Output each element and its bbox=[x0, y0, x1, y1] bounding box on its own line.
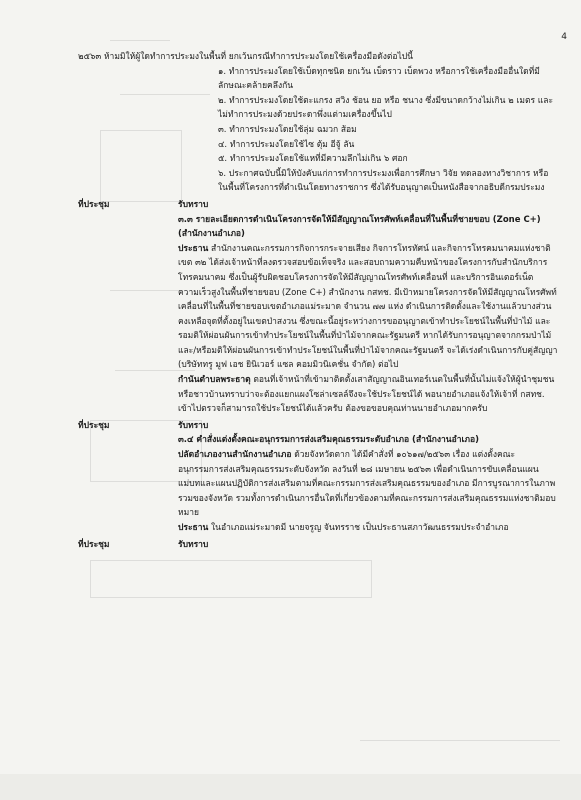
speaker-text: สำนักงานคณะกรรมการกิจการกระจายเสียง กิจการโทรทัศน์ และกิจการโทรคมนาคมแห่งชาติ เขต ๓๒ ได้ส่งเจ้าหน้าที่ลงตรวจสอบข้อเท็จจริง และสอบถามความคืบหน้าของโครงการกับสำนักบริการโทรคมนาคม ซึ่งเป็นผู้รับผิดชอบโครงการจัดให้มีสัญญาณโทรศัพท์เคลื่อนที่ และบริการอินเตอร์เน็ตความเร็วสูงในพื้นที่ชายขอบ (Zone C+) สำนักงาน กสทช. มีเป้าหมายโครงการจัดให้มีสัญญาณโทรศัพท์เคลื่อนที่ในพื้นที่ชายขอบเขตอำเภอแม่ระมาด จำนวน ๗๗ แห่ง ดำเนินการติดตั้งและใช้งานแล้วบางส่วน คงเหลือจุดที่ตั้งอยู่ในเขตป่าสงวน ซึ่งขณะนี้อยู่ระหว่างการขออนุญาตเข้าทำประโยชน์ในพื้นที่ป่าไม้ และรอมติให้ผ่อนผันการเข้าทำประโยชน์ในพื้นที่ป่าไม้จากคณะรัฐมนตรี หากได้รับการอนุญาตจากกรมป่าไม้ และ/หรือมติให้ผ่อนผันการเข้าทำประโยชน์ในพื้นที่ป่าไม้จากคณะรัฐมนตรี จะได้เร่งดำเนินการกับคู่สัญญา (บริษัททรู มูฟ เอช ยินิเวอร์ แซล คอมมิวนิเคชั่น จำกัด) ต่อไป bbox=[178, 243, 558, 371]
meeting-label: ที่ประชุม bbox=[78, 420, 110, 431]
section-heading: ๓.๔ คำสั่งแต่งตั้งคณะอนุกรรมการส่งเสริมคุณธรรมระดับอำเภอ (สำนักงานอำเภอ) bbox=[178, 435, 479, 446]
speaker-text: ในอำเภอแม่ระมาดมี นายจรูญ จันทรราช เป็นประธานสภาวัฒนธรรมประจำอำเภอ bbox=[211, 523, 509, 533]
resolution-value: รับทราบ bbox=[178, 539, 209, 550]
page-number: 4 bbox=[561, 32, 567, 42]
speaker-label: ประธาน bbox=[178, 523, 209, 533]
speaker-text: ด้วยจังหวัดตาก ได้มีคำสั่งที่ ๑๐๖๑๗/๒๕๖๓ เรื่อง แต่งตั้งคณะอนุกรรมการส่งเสริมคุณธรรมระดับจังหวัด ลงวันที่ ๒๘ เมษายน ๒๕๖๓ เพื่อดำเนินการขับเคลื่อนแผนแม่บทและแผนปฏิบัติการส่งเสริมตามที่คณะกรรมการส่งเสริมคุณธรรมของอำเภอ มีการบูรณาการในภาพรวมของจังหวัด รวมทั้งการดำเนินการอื่นใดที่เกี่ยวข้องตามที่คณะกรรมการส่งเสริมคุณธรรมแห่งชาติมอบหมาย bbox=[178, 450, 556, 519]
speaker-text: ตอนที่เจ้าหน้าที่เข้ามาติดตั้งเสาสัญญาณอินเทอร์เนตในพื้นที่นั้นไม่แจ้งให้ผู้นำชุมชน หรือชาวบ้านทราบว่าจะต้องแยกแผงโซล่าเซลล์จึงจะใช้ประโยชน์ได้ พอนายอำเภอแจ้งให้เจ้าที่ กสทช. เข้าไปตรวจก็สามารถใช้ประโยชน์ได้แล้วครับ ต้องขอขอบคุณท่านนายอำเภอมากครับ bbox=[178, 375, 555, 415]
list-item: ๒. ทำการประมงโดยใช้ตะแกรง สวิง ช้อน ยอ หรือ ชนาง ซึ่งมีขนาดกว้างไม่เกิน ๒ เมตร และไม่ทำการประมงด้วยประดาพึ่งแต่ามเครื่องขึ้นไป bbox=[218, 95, 554, 121]
document-body bbox=[78, 50, 558, 552]
page-bottom-edge bbox=[0, 774, 581, 800]
meeting-label: ที่ประชุม bbox=[78, 539, 110, 550]
list-item: ๕. ทำการประมงโดยใช้แหที่มีความลึกไม่เกิน ๖ ศอก bbox=[218, 154, 408, 165]
speaker-label: ปลัดอำเภองานสำนักงานอำเภอ bbox=[178, 450, 292, 461]
meeting-label: ที่ประชุม bbox=[78, 199, 110, 210]
meeting-resolution bbox=[78, 538, 558, 553]
paragraph-speaker bbox=[78, 521, 558, 536]
list-item: ๓. ทำการประมงโดยใช้ลุ่ม ฉมวก ส้อม bbox=[218, 124, 357, 135]
speaker-label: ประธาน bbox=[178, 243, 209, 254]
resolution-value: รับทราบ bbox=[178, 199, 209, 210]
speaker-label: กำนันตำบลพระธาตุ bbox=[178, 375, 251, 386]
paragraph-speaker bbox=[78, 448, 558, 521]
paragraph-speaker bbox=[78, 242, 558, 373]
section-heading: ๓.๓ รายละเอียดการดำเนินโครงการจัดให้มีสัญญาณโทรศัพท์เคลื่อนที่ในพื้นที่ชายขอบ (Zone C+) (สำนักงานอำเภอ) bbox=[178, 214, 541, 240]
resolution-value: รับทราบ bbox=[178, 420, 209, 431]
paragraph-speaker bbox=[78, 373, 558, 417]
list-item: ๖. ประกาศฉบับนี้มิให้บังคับแก่การทำการประมงเพื่อการศึกษา วิจัย ทดลองทางวิชาการ หรือในพื้นที่โครงการที่ดำเนินโดยทางราชการ ซึ่งได้รับอนุญาตเป็นหนังสือจากอธิบดีกรมประมง bbox=[218, 168, 549, 194]
list-item: ๔. ทำการประมงโดยใช้ไซ ตุ้ม อีจู้ ลัน bbox=[218, 139, 355, 150]
meeting-resolution bbox=[78, 419, 558, 434]
paragraph-intro: ๒๕๖๓ ห้ามมิให้ผู้ใดทำการประมงในพื้นที่ ยกเว้นกรณีทำการประมงโดยใช้เครื่องมือดังต่อไปนี้ bbox=[78, 52, 413, 62]
list-item: ๑. ทำการประมงโดยใช้เบ็ดทุกชนิด ยกเว้น เบ็ดราว เบ็ดพวง หรือการใช้เครื่องมืออื่นใดที่มีลักษณะคล้ายคลึงกัน bbox=[218, 66, 540, 92]
meeting-resolution bbox=[78, 198, 558, 213]
